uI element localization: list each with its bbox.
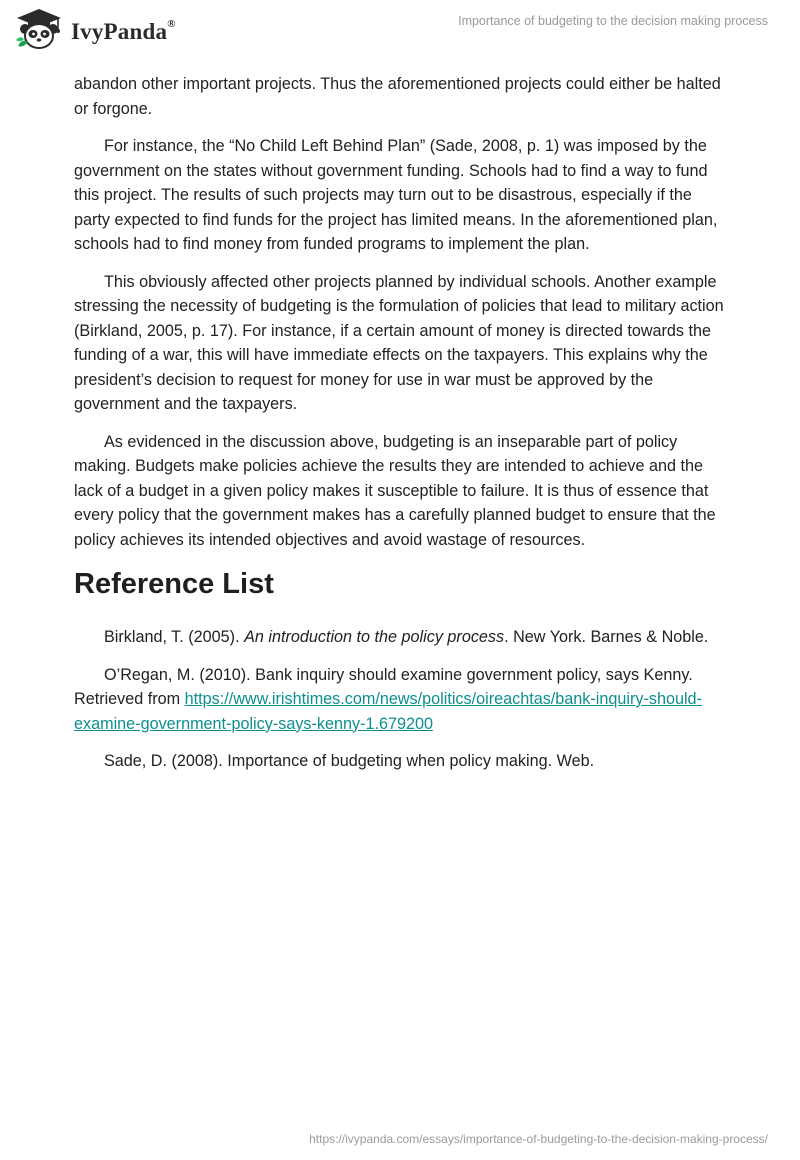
document-title: Importance of budgeting to the decision making process [458,14,768,28]
paragraph: For instance, the “No Child Left Behind Plan” (Sade, 2008, p. 1) was imposed by the government on the states without government funding. Schools had to find a way to fund this project. The results of such projects may turn out to be disastrous, especially if the party expected to find funds for the project has limited means. In the aforementioned plan, schools had to find money from funded programs to implement the plan. [74,137,718,253]
reference-title: An introduction to the policy process [244,628,505,646]
reference-text: O’Regan, M. (2010). Bank inquiry should examine government policy, says Kenny. Retrieved from [74,665,693,708]
reference-list-heading: Reference List [74,568,274,600]
paragraph: As evidenced in the discussion above, budgeting is an inseparable part of policy making. Budgets make policies achieve the results they are intended to achieve and the lack of a budget in a given policy makes it susceptible to failure. It is thus of essence that every policy that the government makes has a carefully planned budget to ensure that the policy achieves its intended objectives and avoid wastage of resources. [74,432,716,549]
reference-item [74,625,730,650]
panda-graduate-icon [14,8,64,50]
reference-item [74,663,730,737]
paragraph: abandon other important projects. Thus the aforementioned projects could either be halted or forgone. [74,75,721,118]
page-header [0,0,800,66]
paragraph: This obviously affected other projects planned by individual schools. Another example stressing the necessity of budgeting is the formulation of policies that lead to military action (Birkland, 2005, p. 17). For instance, if a certain amount of money is directed towards the funding of a war, this will have immediate effects on the taxpayers. This explains why the president’s decision to request for money for use in war must be approved by the government and the taxpayers. [74,272,724,413]
reference-item: Sade, D. (2008). Importance of budgeting when policy making. Web. [104,752,595,770]
brand-name: IvyPanda® [71,18,176,44]
reference-author: Birkland, T. (2005). [104,628,245,646]
essay-content [74,72,730,787]
reference-link[interactable]: https://www.irishtimes.com/news/politics/oireachtas/bank-inquiry-should-examine-government-policy-says-kenny-1.679200 [74,690,702,733]
reference-publisher: . New York. Barnes & Noble. [504,628,709,646]
ivypanda-logo[interactable] [14,8,176,50]
footer-url[interactable]: https://ivypanda.com/essays/importance-of-budgeting-to-the-decision-making-process/ [309,1132,768,1146]
